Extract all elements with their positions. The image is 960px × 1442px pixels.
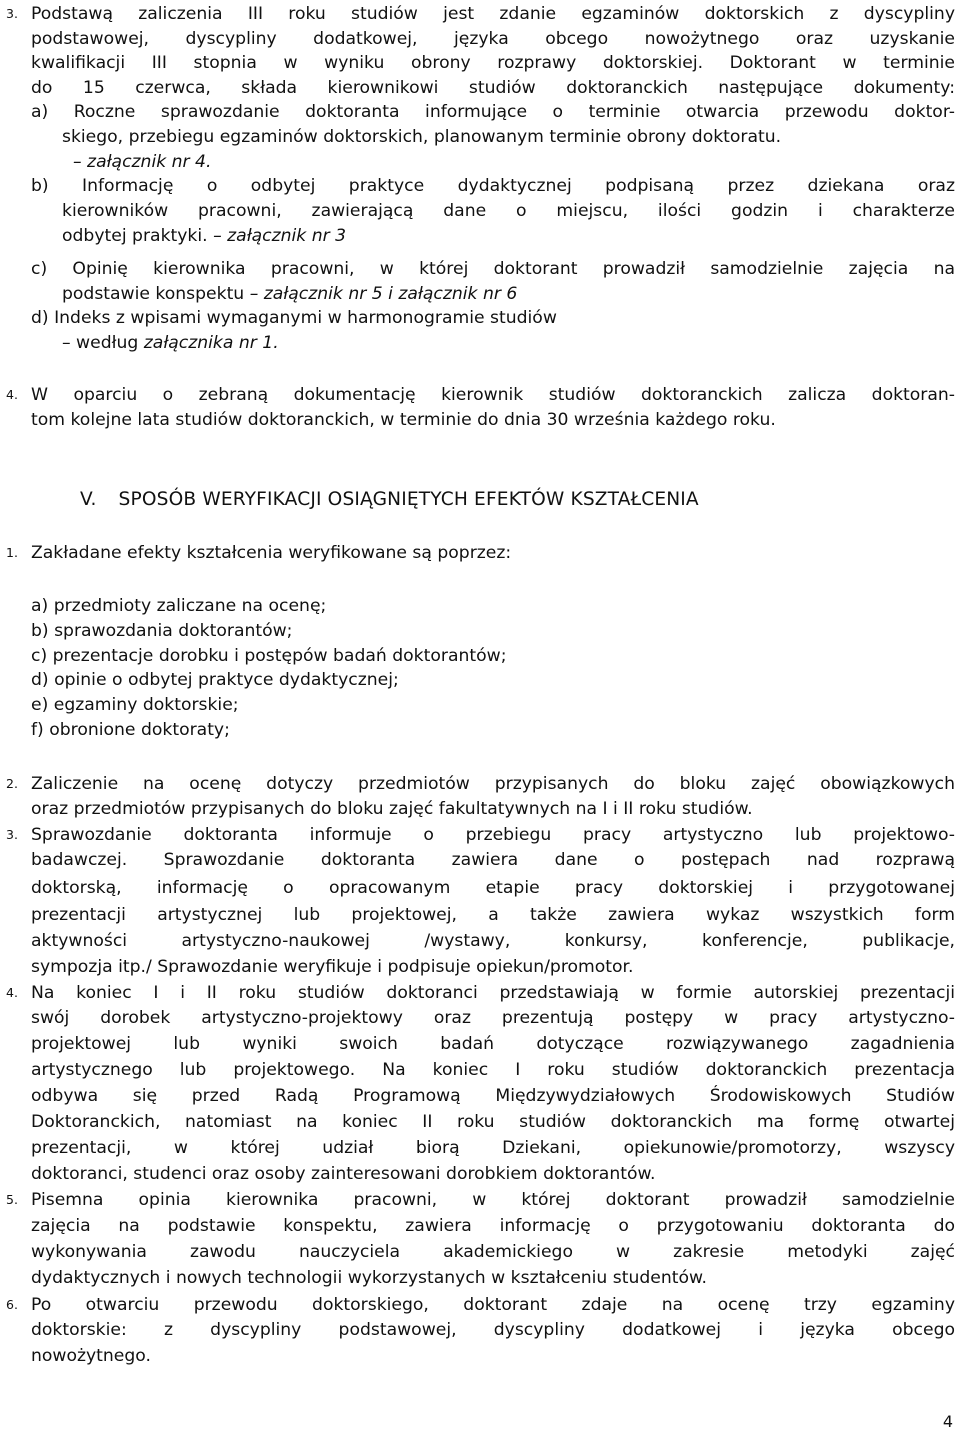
attachment-reference: – załącznik nr 3	[213, 226, 347, 246]
list-number: 4.	[6, 985, 18, 1000]
paragraph-line: badawczej. Sprawozdanie doktoranta zawiera dane o postępach nad rozprawą	[31, 850, 955, 870]
paragraph-line: c) Opinię kierownika pracowni, w której doktorant prowadził samodzielnie zajęcia na	[31, 259, 955, 279]
page-number: 4	[942, 1412, 953, 1431]
paragraph-line: dydaktycznych i nowych technologii wykorzystanych w kształceniu studentów.	[31, 1268, 707, 1288]
paragraph-line: do 15 czerwca, składa kierownikowi studiów doktoranckich następujące dokumenty:	[31, 78, 955, 98]
attachment-reference: – załącznik nr 4.	[73, 152, 212, 172]
list-number: 3.	[6, 827, 18, 842]
paragraph-line: W oparciu o zebraną dokumentację kierownik studiów doktoranckich zalicza doktoran-	[31, 385, 955, 405]
paragraph-line: sympozja itp./ Sprawozdanie weryfikuje i podpisuje opiekun/promotor.	[31, 957, 634, 977]
paragraph-line: Zaliczenie na ocenę dotyczy przedmiotów przypisanych do bloku zajęć obowiązkowych	[31, 774, 955, 794]
attachment-reference: załącznika nr 1.	[143, 333, 279, 353]
paragraph-line: Pisemna opinia kierownika pracowni, w której doktorant prowadził samodzielnie	[31, 1190, 955, 1210]
paragraph-line: prezentacji, w której udział biorą Dziekani, opiekunowie/promotorzy, wszyscy	[31, 1138, 955, 1158]
document-page: 3. Podstawą zaliczenia III roku studiów jest zdanie egzaminów doktorskich z dyscypliny podstawowej, dyscypliny dodatkowej, języka obcego nowożytnego oraz uzyskanie kwalifikacji III stopnia w wyniku obrony rozprawy doktorskiej. Doktorant w terminie do 15 czerwca, składa kierownikowi studiów doktoranckich następujące dokumenty: a) Roczne sprawozdanie doktoranta informujące o terminie otwarcia przewodu doktor- skiego, przebiegu egzaminów doktorskich, planowanym terminie obrony doktoratu. – załącznik nr 4. b) Informację o odbytej praktyce dydaktycznej podpisaną przez dziekana oraz kierowników pracowni, zawierającą dane o miejscu, ilości godzin i charakterze odbytej praktyki. – załącznik nr 3 c) Opinię kierownika pracowni, w której doktorant prowadził samodzielnie zajęcia na podstawie konspektu – załącznik nr 5 i załącznik nr 6 d) Indeks z wpisami wymaganymi w harmonogramie studiów – według załącznika nr 1. 4. W oparciu o zebraną dokumentację kierownik studiów doktoranckich zalicza doktoran- tom kolejne lata studiów doktoranckich, w terminie do dnia 30 września każdego roku. V. SPOSÓB WERYFIKACJI OSIĄGNIĘTYCH EFEKTÓW KSZTAŁCENIA 1. Zakładane efekty kształcenia weryfikowane są poprzez: a) przedmioty zaliczane na ocenę; b) sprawozdania doktorantów; c) prezentacje dorobku i postępów badań doktorantów; d) opinie o odbytej praktyce dydaktycznej; e) egzaminy doktorskie; f) obronione doktoraty; 2. Zaliczenie na ocenę dotyczy przedmiotów przypisanych do bloku zajęć obowiązkowych oraz przedmiotów przypisanych do bloku zajęć fakultatywnych na I i II roku studiów. 3. Sprawozdanie doktoranta informuje o przebiegu pracy artystyczno lub projektowo- badawczej. Sprawozdanie doktoranta zawiera dane o postępach nad rozprawą doktorską, informację o opracowanym etapie pracy doktorskiej i przygotowanej prezentacji artystycznej lub projektowej, a także zawiera wykaz wszystkich form aktywności artystyczno-naukowej /wystawy, konkursy, konferencje, publikacje, sympozja itp./ Sprawozdanie weryfikuje i podpisuje opiekun/promotor. 4. Na koniec I i II roku studiów doktoranci przedstawiają w formie autorskiej prezentacji swój dorobek artystyczno-projektowy oraz prezentują postępy w pracy artystyczno- projektowej lub wyniki swoich badań dotyczące rozwiązywanego zagadnienia artystycznego lub projektowego. Na koniec I roku studiów doktoranckich prezentacja odbywa się przed Radą Programową Międzywydziałowych Środowiskowych Studiów Doktoranckich, natomiast na koniec II roku studiów doktoranckich ma formę otwartej prezentacji, w której udział biorą Dziekani, opiekunowie/promotorzy, wszyscy doktoranci, studenci oraz osoby zainteresowani dorobkiem doktorantów. 5. Pisemna opinia kierownika pracowni, w której doktorant prowadził samodzielnie zajęcia na podstawie konspektu, zawiera informację o przygotowaniu doktoranta do wykonywania zawodu nauczyciela akademickiego w zakresie metodyki zajęć dydaktycznych i nowych technologii wykorzystanych w kształceniu studentów. 6. Po otwarciu przewodu doktorskiego, doktorant zdaje na ocenę trzy egzaminy doktorskie: z dyscypliny podstawowej, dyscypliny dodatkowej i języka obcego nowożytnego. 4	[6, 4, 955, 1431]
paragraph-line: Zakładane efekty kształcenia weryfikowane są poprzez:	[31, 543, 512, 563]
paragraph-line: aktywności artystyczno-naukowej /wystawy, konkursy, konferencje, publikacje,	[31, 931, 955, 951]
chapter-number: V.	[80, 489, 97, 510]
chapter-title: SPOSÓB WERYFIKACJI OSIĄGNIĘTYCH EFEKTÓW KSZTAŁCENIA	[118, 489, 699, 510]
paragraph-line: tom kolejne lata studiów doktoranckich, w terminie do dnia 30 września każdego roku.	[31, 410, 776, 430]
paragraph-line: Sprawozdanie doktoranta informuje o przebiegu pracy artystyczno lub projektowo-	[31, 825, 955, 845]
paragraph-line: doktorskie: z dyscypliny podstawowej, dyscypliny dodatkowej i języka obcego	[31, 1320, 955, 1340]
list-number: 2.	[6, 776, 18, 791]
paragraph-line: Po otwarciu przewodu doktorskiego, doktorant zdaje na ocenę trzy egzaminy	[31, 1295, 955, 1315]
paragraph-line: podstawie konspektu	[62, 284, 245, 304]
paragraph-line: Podstawą zaliczenia III roku studiów jest zdanie egzaminów doktorskich z dyscypliny	[31, 4, 955, 24]
paragraph-line: – według	[62, 333, 139, 353]
paragraph-line: doktorską, informację o opracowanym etapie pracy doktorskiej i przygotowanej	[31, 878, 955, 898]
paragraph-line: artystycznego lub projektowego. Na koniec I roku studiów doktoranckich prezentacja	[31, 1060, 955, 1080]
list-number: 4.	[6, 387, 18, 402]
paragraph-line: kwalifikacji III stopnia w wyniku obrony rozprawy doktorskiej. Doktorant w terminie	[31, 53, 955, 73]
paragraph-line: doktoranci, studenci oraz osoby zainteresowani dorobkiem doktorantów.	[31, 1164, 656, 1184]
list-number: 1.	[6, 545, 18, 560]
paragraph-line: odbywa się przed Radą Programową Międzywydziałowych Środowiskowych Studiów	[31, 1086, 955, 1106]
paragraph-line: odbytej praktyki.	[62, 226, 208, 246]
paragraph-line: podstawowej, dyscypliny dodatkowej, języka obcego nowożytnego oraz uzyskanie	[31, 29, 955, 49]
chapter-heading	[80, 486, 940, 514]
paragraph-line: skiego, przebiegu egzaminów doktorskich, planowanym terminie obrony doktoratu.	[62, 127, 782, 147]
paragraph-line: wykonywania zawodu nauczyciela akademickiego w zakresie metodyki zajęć	[31, 1242, 955, 1262]
paragraph-line: b) Informację o odbytej praktyce dydaktycznej podpisaną przez dziekana oraz	[31, 176, 955, 196]
paragraph-line: Doktoranckich, natomiast na koniec II roku studiów doktoranckich ma formę otwartej	[31, 1112, 955, 1132]
list-number: 5.	[6, 1192, 18, 1207]
paragraph-line: projektowej lub wyniki swoich badań dotyczące rozwiązywanego zagadnienia	[31, 1034, 955, 1054]
list-number: 3.	[6, 6, 18, 21]
paragraph-line: oraz przedmiotów przypisanych do bloku zajęć fakultatywnych na I i II roku studiów.	[31, 799, 753, 819]
paragraph-line: swój dorobek artystyczno-projektowy oraz prezentują postępy w pracy artystyczno-	[31, 1008, 955, 1028]
paragraph-line: nowożytnego.	[31, 1346, 151, 1366]
list-number: 6.	[6, 1297, 18, 1312]
paragraph-line: kierowników pracowni, zawierającą dane o miejscu, ilości godzin i charakterze	[62, 201, 955, 221]
paragraph-line: Na koniec I i II roku studiów doktoranci przedstawiają w formie autorskiej prezentacji	[31, 983, 955, 1003]
paragraph-line: a) Roczne sprawozdanie doktoranta informujące o terminie otwarcia przewodu doktor-	[31, 102, 955, 122]
paragraph-line: zajęcia na podstawie konspektu, zawiera informację o przygotowaniu doktoranta do	[31, 1216, 955, 1236]
attachment-reference: – załącznik nr 5 i załącznik nr 6	[249, 284, 518, 304]
paragraph-line: d) Indeks z wpisami wymaganymi w harmonogramie studiów	[31, 308, 557, 328]
paragraph-line: prezentacji artystycznej lub projektowej, a także zawiera wykaz wszystkich form	[31, 905, 955, 925]
